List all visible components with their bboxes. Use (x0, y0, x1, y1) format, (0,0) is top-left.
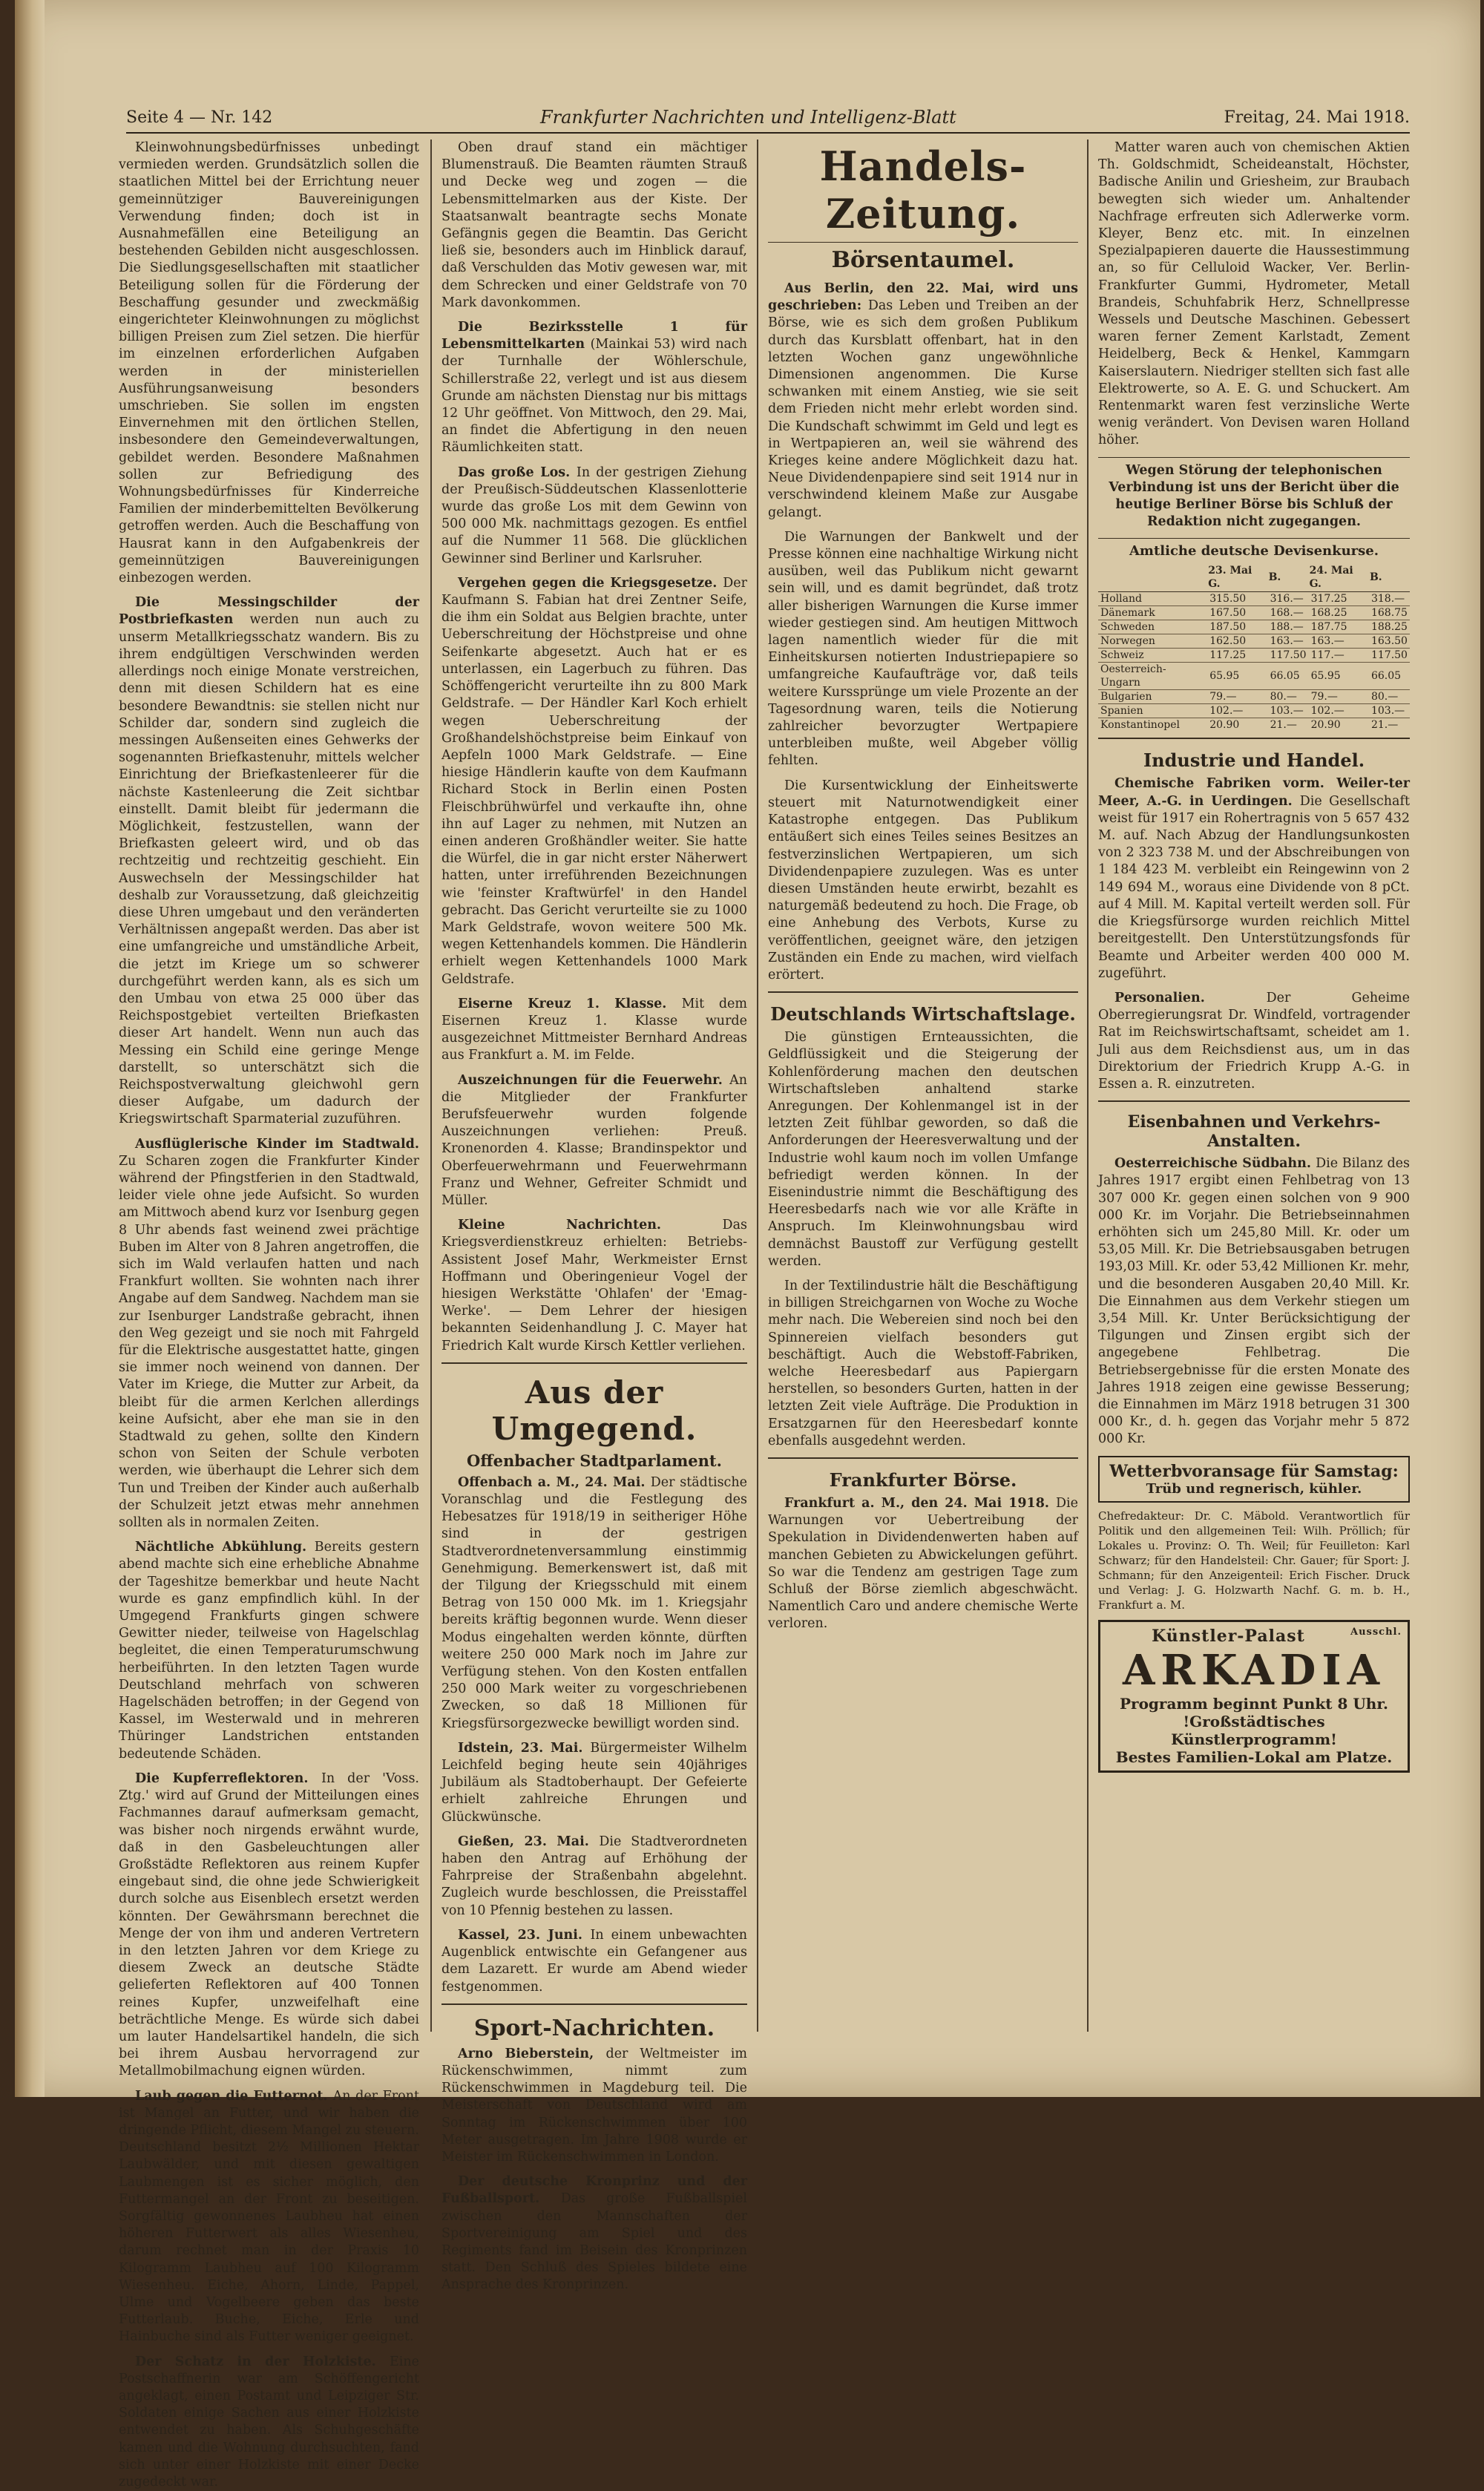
page-binding-edge (15, 0, 45, 2097)
market-report-continued: Matter waren auch von chemischen Aktien Th. Goldschmidt, Scheideanstalt, Höchster, Badische Anilin und Griesheim, zur Braubach bewegten sich wieder um. Anhaltender Nachfrage erfreuten sich Adlerwerke vorm. Kleyer, Benz etc. mit. In einzelnen Spezialpapieren dauerte die Haussestimmung an, so für Celluloid Wacker, Ver. Berlin-Frankfurter Gummi, Hydrometer, Metall Brandeis, Schuhfabrik Herz, Schnellpresse Wessels und Deutsche Maschinen. Gebessert waren ferner Zement Karlstadt, Zement Heidelberg, Beck & Henkel, Kammgarn Kaiserslautern. Niedriger stellten sich fast alle Elektrowerte, so A. E. G. und Schuckert. Am Rentenmarkt waren fest verzinsliche Werte wenig verändert. Von Devisen waren Holland höher. (1098, 140, 1410, 448)
industrie-articles (1098, 775, 1410, 1093)
article-text: (Mainkai 53) wird nach der Turnhalle der Wöhlerschule, Schillerstraße 22, verlegt und ist aus diesem Grunde am nächsten Dienstag nur bis mittags 12 Uhr geöffnet. Von Mittwoch, den 29. Mai, an findet die Abfertigung in den neuen Räumlichkeiten statt. (441, 337, 748, 456)
column-local-news (119, 140, 419, 2490)
article-title-frankfurter-boerse: Frankfurter Börse. (829, 1469, 1017, 1491)
divider (441, 1362, 747, 1364)
fx-cell: 20.90 (1309, 718, 1369, 732)
article-kicker: Laub gegen die Futternot. (135, 2088, 333, 2104)
article-text: Bereits gestern abend machte sich eine erhebliche Abnahme der Tageshitze bemerkbar und heute Nacht wurde es ganz empfindlich kühl. In der Umgegend Frankfurts gingen schwere Gewitter nieder, teilweise von Hagelschlag begleitet, die einen Temperaturumschwung herbeiführten. In den letzten Tagen wurde Deutschland mehrfach von schweren Hagelschäden betroffen; in der Gegend von Kassel, im Westerwald und in mehreren Thüringer Landstrichen entstanden bedeutende Schäden. (119, 1540, 419, 1762)
fx-cell: 80.— (1369, 690, 1410, 704)
fx-cell: 163.50 (1369, 634, 1410, 649)
fx-cell: 66.05 (1369, 663, 1410, 690)
fx-cell: Schweiz (1098, 649, 1207, 663)
ad-line: !Großstädtisches Künstlerprogramm! (1171, 1712, 1337, 1748)
fx-cell: 103.— (1369, 704, 1410, 718)
wirtschaftslage-body (768, 1029, 1078, 1450)
article-text: Das große Fußballspiel zwischen den Mannschaften der Sportvereinigung am Spiel und des Regiments fand im Beisein des Kronprinzen statt. Den Schluß des Spieles bildete eine Ansprache des Kronprinzen. (441, 2191, 748, 2293)
divider (1098, 538, 1410, 539)
fx-column-header (1098, 563, 1207, 592)
ad-header: Künstler-Palast Ausschl. (1152, 1626, 1402, 1646)
article-text: Der Geheime Oberregierungsrat Dr. Windfeld, vortragender Rat im Reichswirtschaftsamt, scheidet am 1. Juli aus dem Reichsdienst aus, um in das Direktorium der Friedrich Krupp A.-G. in Essen a. R. einzutreten. (1098, 990, 1411, 1092)
fx-cell: 168.25 (1309, 606, 1369, 620)
article-kicker: Idstein, 23. Mai. (458, 1740, 591, 1756)
divider (441, 2003, 747, 2005)
divider (768, 1457, 1078, 1459)
fx-table-title: Amtliche deutsche Devisenkurse. (1129, 543, 1379, 559)
fx-row (1098, 704, 1410, 718)
article-text: In einem unbewachten Augenblick entwischte ein Gefangener aus dem Lazarett. Er wurde am Abend wieder festgenommen. (441, 1927, 747, 1995)
fx-cell: 117.25 (1207, 649, 1267, 663)
eisenbahnen-articles (1098, 1155, 1410, 1448)
fx-cell: Bulgarien (1098, 690, 1207, 704)
fx-cell: 65.95 (1207, 663, 1267, 690)
article-paragraph (441, 140, 747, 312)
divider (1098, 738, 1410, 739)
article-title-boersentaumel: Börsentaumel. (831, 247, 1015, 273)
column-rule (430, 140, 432, 2032)
fx-cell: 117.50 (1268, 649, 1309, 663)
fx-cell: 315.50 (1207, 592, 1267, 606)
article-text: Mit dem Eisernen Kreuz 1. Klasse wurde ausgezeichnet Mittmeister Bernhard Andreas aus Frankfurt a. M. im Felde. (441, 996, 747, 1063)
fx-cell: 168.75 (1369, 606, 1410, 620)
article-paragraph (119, 594, 419, 1128)
fx-cell: 66.05 (1268, 663, 1309, 690)
local-news-continued (441, 140, 747, 1355)
divider (1098, 1100, 1410, 1102)
fx-cell: 188.— (1268, 620, 1309, 634)
article-text: der Weltmeister im Rückenschwimmen, nimmt zum Rückenschwimmen in Magdeburg teil. Die Meisterschaft von Deutschland wird am Sonntag im Rückenschwimmen über 100 Meter ausgetragen. Im Jahre 1908 wurde er Meister im Rückenschwimmen in London. (441, 2046, 747, 2165)
fx-cell: 102.— (1207, 704, 1267, 718)
article-text: Die günstigen Ernteaussichten, die Geldflüssigkeit und die Steigerung der Kohlenförderung machen den deutschen Wirtschaftsleben anhaltend starke Anregungen. Der Kohlenmangel ist in der letzten Zeit fühlbar geworden, so daß die Anforderungen der Heeresverwaltung und der Industrie wohl kaum noch im vollen Umfange befriedigt werden können. In der Eisenindustrie nimmt die Beschäftigung des Heeresbedarfs nach wie vor alle Kräfte in Anspruch. Im Kleinwohnungsbau wird demnächst Baustoff zur Verfügung gestellt werden. (768, 1030, 1078, 1269)
article-kicker: Chemische Fabriken vorm. Weiler-ter Meer, A.-G. in Uerdingen. (1098, 776, 1410, 809)
article-paragraph (768, 1495, 1078, 1633)
article-kicker: Die Bezirksstelle 1 für Lebensmittelkarten (441, 320, 747, 352)
imprint: Chefredakteur: Dr. C. Mäbold. Verantwortlich für Politik und den allgemeinen Teil: Wilh. Pröllich; für Lokales u. Provinz: O. Th. Weil; für Feuilleton: Karl Schwarz; für den Handelsteil: Chr. Gauer; für Sport: J. Schmann; für den Anzeigenteil: Erich Fischer. Druck und Verlag: J. G. Holzwarth Nachf. G. m. b. H., Frankfurt a. M. (1098, 1509, 1410, 1612)
fx-cell: 318.— (1369, 592, 1410, 606)
article-paragraph (441, 1927, 747, 1996)
weather-title: Wetterbvoransage für Samstag: (1109, 1461, 1399, 1481)
fx-cell: 188.25 (1369, 620, 1410, 634)
fx-cell: 187.75 (1309, 620, 1369, 634)
column-handels-zeitung (768, 140, 1078, 2032)
article-text: An der Front ist Mangel an Futter, und wir haben die dringende Pflicht, diesem Mangel zu steuern. Deutschland besitzt 2½ Millionen Hektar Laubwälder, und mit diesen gewaltigen Laubmengen ist es sicher möglich, den Futtermangel an der Front zu beseitigen. Sorgfältig gewonnenes Laubheu hat einen höheren Futterwert als alles Wiesenheu, darum rechnet man in der Praxis 10 Kilogramm Laubheu auf 100 Kilogramm Wiesenheu. Eiche, Ahorn, Linde, Pappel, Ulme und Vogelbeere geben das beste Futterlaub. Buche, Eiche, Erle und Hainbuche sind als Futter weniger geeignet. (119, 2088, 419, 2345)
article-text: Die Bilanz des Jahres 1917 ergibt einen Fehlbetrag von 13 307 000 Kr. gegen einen solchen von 9 900 000 Kr. im Vorjahr. Die Betriebseinnahmen erhöhten sich um 245,80 Mill. Kr. oder um 53,05 Mill. Kr. Die Betriebsausgaben betrugen 193,03 Mill. Kr. oder 53,42 Millionen Kr. mehr, und die besonderen Ausgaben 20,40 Mill. Kr. Die Einnahmen aus dem Verkehr stiegen um 3,54 Mill. Kr. Unter Berücksichtigung der Tilgungen und Zinsen ergibt sich der angegebene Fehlbetrag. Die Betriebsergebnisse für die ersten Monate des Jahres 1918 zeigen eine gewisse Besserung; die Einnahmen im März 1918 betrugen 31 300 000 Kr., d. h. gegen das Vorjahr mehr 5 872 000 Kr. (1098, 1156, 1410, 1447)
fx-cell: 79.— (1207, 690, 1267, 704)
article-kicker: Arno Bieberstein, (458, 2046, 606, 2061)
article-kicker: Personalien. (1114, 990, 1267, 1005)
article-text: Eine Postschaffnerin war am Schöffengericht angeklagt, einen Postamt und Leipziger Str. Soldaten einige Sachen aus einer Holzkiste entwendet zu haben. Als Schuhgeschäfte kamen und die Wohnung durchsuchten, fand sich unter einer Holzkiste mit einer Decke zugedeckt war. (119, 2354, 419, 2490)
article-paragraph (119, 1770, 419, 2081)
article-kicker: Offenbach a. M., 24. Mai. (458, 1474, 651, 1490)
article-paragraph (441, 1072, 747, 1210)
column-rule (1087, 140, 1089, 2032)
article-paragraph (1098, 775, 1410, 982)
fx-cell: Schweden (1098, 620, 1207, 634)
fx-cell: 168.— (1268, 606, 1309, 620)
article-text: Bürgermeister Wilhelm Leichfeld beging heute sein 40jähriges Jubiläum als Stadtoberhaupt. Der Gefeierte erhielt zahlreiche Ehrungen und Glückwünsche. (441, 1740, 747, 1825)
issue-date: Freitag, 24. Mai 1918. (1224, 108, 1410, 127)
fx-rates-table (1098, 563, 1410, 732)
fx-row (1098, 690, 1410, 704)
divider (1098, 457, 1410, 458)
fx-cell: 117.50 (1369, 649, 1410, 663)
weather-text: Trüb und regnerisch, kühler. (1146, 1480, 1362, 1497)
fx-row (1098, 592, 1410, 606)
fx-column-header: 23. Mai G. (1207, 563, 1267, 592)
article-text: Die Kursentwicklung der Einheitswerte steuert mit Naturnotwendigkeit einer Katastrophe entgegen. Das Publikum entäußert sich eines Teiles seines Besitzes an festverzinslichen Wertpapieren, um sich Dividendenpapiere zuzulegen. Was es unter diesen Umständen heute erwirbt, bezahlt es naturgemäß bedeutend zu hoch. Die Frage, ob eine Anhebung des Verbots, Kurse zu veröffentlichen, geeignet wäre, den jetzigen Zuständen ein Ende zu machen, wird vielfach erörtert. (768, 778, 1078, 982)
fx-column-header: B. (1369, 563, 1410, 592)
article-text: Kleinwohnungsbedürfnisses unbedingt vermieden werden. Grundsätzlich sollen die staatlichen Mittel bei der Errichtung neuer gemeinnütziger Bauvereinigungen Verwendung finden; doch ist in Ausnahmefällen eine Beteiligung an bestehenden Gebilden nicht ausgeschlossen. Die Siedlungsgesellschaften mit staatlicher Beteiligung sollen für die Förderung der Beschaffung gesunder und zweckmäßig eingerichteter Kleinwohnungen zu möglichst billigen Preisen zum Ziel setzen. Die hierfür im einzelnen erforderlichen Aufgaben werden in der ministeriellen Ausführungsanweisung besonders umschrieben. Sie sollen im engsten Einvernehmen mit den örtlichen Stellen, insbesondere den Gemeindeverwaltungen, gebildet werden. Besondere Maßnahmen sollen zur Befriedigung des Wohnungsbedürfnisses für Kinderreiche Familien der minderbemittelten Bevölkerung getroffen werden. Auch die Beschaffung von Hausrat kann in den Aufgabenkreis der gemeinnützigen Bauvereinigungen einbezogen werden. (119, 140, 419, 586)
article-paragraph (768, 529, 1078, 770)
fx-cell: Holland (1098, 592, 1207, 606)
article-paragraph (441, 1834, 747, 1920)
fx-cell: 21.— (1369, 718, 1410, 732)
article-paragraph (768, 280, 1078, 522)
divider (768, 991, 1078, 993)
fx-column-header: B. (1268, 563, 1309, 592)
article-paragraph (441, 575, 747, 988)
article-paragraph (441, 465, 747, 568)
fx-cell: 79.— (1309, 690, 1369, 704)
fx-cell: Dänemark (1098, 606, 1207, 620)
article-paragraph (119, 1539, 419, 1763)
article-paragraph (119, 1136, 419, 1532)
page-number: Seite 4 — Nr. 142 (126, 108, 273, 127)
column-rule (757, 140, 758, 2032)
section-title-sport: Sport-Nachrichten. (473, 2015, 715, 2041)
article-text: Die Gesellschaft weist für 1917 ein Rohertragnis von 5 657 432 M. auf. Nach Abzug der Handlungsunkosten von 2 323 738 M. und der Abschreibungen von 1 184 423 M. verbleibt ein Reingewinn von 2 149 694 M., woraus eine Dividende von 8 pCt. auf 4 Mill. M. Kapital verteilt werden soll. Für die Kriegsfürsorge wurden reichlich Mittel bereitgestellt. Den Unterstützungsfonds für Beamte und Arbeiter werden 400 000 M. zugeführt. (1098, 793, 1410, 981)
fx-cell: Oesterreich-Ungarn (1098, 663, 1207, 690)
frankfurter-boerse-body (768, 1495, 1078, 1633)
fx-row (1098, 663, 1410, 690)
telephone-notice: Wegen Störung der telephonischen Verbindung ist uns der Bericht über die heutige Berliner Börse bis Schluß der Redaktion nicht zugegangen. (1109, 462, 1399, 530)
fx-row (1098, 718, 1410, 732)
article-paragraph (119, 2354, 419, 2491)
article-paragraph (441, 2046, 747, 2166)
article-kicker: Die Kupferreflektoren. (135, 1770, 321, 1786)
article-kicker: Das große Los. (458, 465, 577, 480)
fx-cell: Konstantinopel (1098, 718, 1207, 732)
article-text: werden nun auch zu unserm Metallkriegsschatz wandern. Bis zu ihrem endgültigen Verschwinden werden allerdings noch einige Monate verstreichen, denn mit diesen Schildern hat es eine besondere Bewandtnis: sie stellen nicht nur Schilder dar, sondern sind zugleich die messingen Außenseiten eines Gehwerks der sogenannten Briefkastenuhr, mittels welcher Einrichtung der Briefkastenleerer für die nächste Kastenleerung die Zeit sichtbar einstellt. Damit bleibt für jedermann die Möglichkeit, festzustellen, wann der Briefkasten geleert wird, und ob das rechtzeitig und rechtzeitig geschieht. Ein Auswechseln der Messingschilder hat deshalb zur Voraussetzung, daß gleichzeitig diese Uhren umgebaut und den veränderten Verhältnissen angepaßt werden. Das aber ist eine umfangreiche und umständliche Arbeit, die jetzt im Kriege um so schwerer durchgeführt werden kann, als es sich um den Umbau von etwa 25 000 über das Reichspostgebiet verteilten Briefkasten dieser Art handelt. Wenn nun auch das Messing ein Schild eine geringe Menge darstellt, so unterschätzt sich die Reichspostverwaltung gleichwohl gern dieser Aufgabe, um dadurch der Kriegswirtschaft Sparmaterial zuzuführen. (119, 612, 419, 1127)
article-text: In der Textilindustrie hält die Beschäftigung in billigen Streichgarnen von Woche zu Woche mehr nach. Die Webereien sind noch bei den Spinnereien vielfach besonders gut beschäftigt. Auch die Webstoff-Fabriken, welche Heeresbedarf aus Papiergarn herstellen, so besonders Gurten, hatten in der letzten Zeit viele Aufträge. Die Produktion in Ersatzgarnen für den Heeresbedarf konnte ebenfalls ausgedehnt werden. (768, 1278, 1078, 1448)
section-title-handels-zeitung: Handels-Zeitung. (819, 142, 1027, 237)
article-paragraph (1098, 990, 1410, 1093)
article-kicker: Ausflüglerische Kinder im Stadtwald. (135, 1136, 419, 1152)
fx-cell: 163.— (1268, 634, 1309, 649)
article-kicker: Eiserne Kreuz 1. Klasse. (458, 996, 682, 1011)
ad-line: Programm beginnt Punkt 8 Uhr. (1120, 1694, 1388, 1713)
section-title-industrie: Industrie und Handel. (1143, 749, 1365, 772)
article-text: Oben drauf stand ein mächtiger Blumenstrauß. Die Beamten räumten Strauß und Decke weg und zogen — die Lebensmittelmarken aus der Kiste. Der Staatsanwalt beantragte sechs Monate Gefängnis gegen die Beamtin. Das Gericht ließ sie, besonders auch im Hinblick darauf, daß Verschulden das Motiv gewesen war, mit dem Schrecken und einer Geldstrafe von 70 Mark davonkommen. (441, 140, 747, 310)
boersentaumel-body (768, 280, 1078, 984)
article-paragraph (441, 996, 747, 1065)
article-kicker: Vergehen gegen die Kriegsgesetze. (458, 575, 723, 591)
column-local-news-2 (441, 140, 748, 2293)
article-paragraph (441, 319, 747, 457)
article-kicker: Der Schatz in der Holzkiste. (135, 2354, 390, 2369)
subsection-title: Offenbacher Stadtparlament. (467, 1451, 722, 1470)
article-text: Zu Scharen zogen die Frankfurter Kinder während der Pfingstferien in den Stadtwald, leider viele ohne jede Aufsicht. So wurden am Mittwoch abend kurz vor Isenburg gegen 8 Uhr abends fast weinend zwei prächtige Buben im Alter von 8 Jahren angetroffen, die sich im Wald verlaufen hatten und nach Frankfurt wollten. Sie wohnten nach ihrer Angabe auf dem Sandweg. Nachdem man sie zur Isenburger Landstraße gebracht, ihnen den Weg gezeigt und sie noch mit Fahrgeld für die Elektrische ausgestattet hatte, gingen sie immer noch weinend von dannen. Der Vater im Kriege, die Mutter zur Arbeit, da bleibt für die armen Kerlchen allerdings keine Aufsicht, aber ehe man sie in den Stadtwald zu gehen, sollte den Kindern schon von Seiten der Schule verboten werden, wie überhaupt die Lehrer sich dem Tun und Treiben der Kinder auch außerhalb der Schulzeit jetzt etwas mehr annehmen sollten als in normalen Zeiten. (119, 1153, 419, 1531)
article-kicker: Nächtliche Abkühlung. (135, 1540, 315, 1555)
article-paragraph (119, 140, 419, 587)
article-paragraph (1098, 1155, 1410, 1448)
article-text: Das Leben und Treiben an der Börse, wie es sich dem großen Publikum durch das Kursblatt offenbart, hat in den letzten Wochen ganz ungewöhnliche Dimensionen angenommen. Die Kurse schwanken mit einem Anstieg, wie sie seit dem Frieden nicht mehr erlebt worden sind. Die Kundschaft schwimmt im Geld und legt es in Wertpapieren an, weil sie während des Krieges keine andere Möglichkeit dazu hat. Neue Dividendenpapiere sind seit 1914 nur in verschwindend kleinem Maße zur Ausgabe gelangt. (768, 298, 1079, 520)
column-markets (1098, 140, 1410, 2032)
article-text: Der städtische Voranschlag und die Festlegung des Hebesatzes für 1918/19 in seitheriger Höhe sind in der gestrigen Stadtverordnetenversammlung einstimmig Genehmigung. Bemerkenswert ist, daß mit der Tilgung der Kriegsschuld mit einem Betrag von 150 000 Mk. im 1. Kriegsjahr bereits kräftig begonnen wurde. Wenn dieser Modus eingehalten werden könnte, dürften weitere 250 000 Mark noch im Jahre zur Verfügung stehen. Von den Kosten entfallen 250 000 Mark weiter zu vorgeschriebenen Zwecken, so daß 18 Millionen für Kriegsfürsorgezwecke bewilligt worden sind. (441, 1474, 747, 1731)
fx-row (1098, 606, 1410, 620)
article-text: Das Kriegsverdienstkreuz erhielten: Betriebs-Assistent Josef Mahr, Werkmeister Ernst Hoffmann und Oberingenieur Vogel der hiesigen Werkstätte 'Ohlafen' der 'Emag-Werke'. — Dem Lehrer der hiesigen bekannten Seidenhandlung J. C. Mayer hat Friedrich Kalt wurde Kirsch Kettler verliehen. (441, 1218, 747, 1353)
fx-cell: 80.— (1268, 690, 1309, 704)
ad-line: Bestes Familien-Lokal am Platze. (1115, 1747, 1393, 1766)
fx-cell: 103.— (1268, 704, 1309, 718)
ad-name: ARKADIA (1122, 1645, 1386, 1695)
article-kicker: Oesterreichische Südbahn. (1114, 1156, 1316, 1172)
fx-row (1098, 620, 1410, 634)
fx-cell: 21.— (1268, 718, 1309, 732)
article-kicker: Der deutsche Kronprinz und der Fußballsport. (441, 2174, 747, 2207)
article-paragraph (768, 1029, 1078, 1270)
fx-row (1098, 634, 1410, 649)
article-paragraph (768, 1278, 1078, 1450)
article-kicker: Die Messingschilder der Postbriefkasten (119, 595, 419, 628)
article-text: Der Kaufmann S. Fabian hat drei Zentner Seife, die ihm ein Soldat aus Belgien brachte, unter Ueberschreitung der Höchstpreise und ohne Seifenkarte abgesetzt. Auch hat er es unterlassen, ein Lagerbuch zu führen. Das Schöffengericht verurteilte ihn zu 800 Mark Geldstrafe. — Der Händler Karl Koch erhielt wegen Ueberschreitung der Großhandelshöchstpreise beim Einkauf von Aepfeln 1000 Mark Geldstrafe. — Eine hiesige Händlerin kaufte von dem Kaufmann Richard Stock in Berlin einen Posten Fleischbrühwürfel und verkaufte ihn, ohne ihn auf Lager zu nehmen, mit Nutzen an einen anderen Großhändler weiter. Sie hatte die Würfel, die in gar nicht erster Näherwert hatten, unter irreführenden Bezeichnungen wie 'feinster Kraftwürfel' in den Handel gebracht. Das Gericht verurteilte sie zu 1000 Mark Geldstrafe, wovon weitere 500 Mk. wegen Kettenhandels kommen. Die Händlerin erhielt wegen Kettenhandels 1000 Mark Geldstrafe. (441, 575, 747, 987)
article-text: In der 'Voss. Ztg.' wird auf Grund der Mitteilungen eines Fachmannes darauf aufmerksam gemacht, was bisher noch nirgends erwähnt wurde, daß in den Gasbeleuchtungen aller Großstädte Reflektoren aus reinem Kupfer eingebaut sind, die ohne jede Schwierigkeit durch solche aus Eisenblech ersetzt werden könnten. Der Gewährsmann berechnet die Menge der von ihm und anderen Vertretern in den letzten Jahren vor dem Kriege zu diesem Zweck an deutsche Städte gelieferten Reflektoren auf 400 Tonnen reines Kupfer, unzweifelhaft eine beträchtliche Menge. Es würde sich dabei um lauter Handelsartikel handeln, die sich bei ihrem Ausbau hervorragend zur Metallmobilmachung eignen würden. (119, 1770, 419, 2079)
sport-articles (441, 2046, 747, 2294)
article-kicker: Kleine Nachrichten. (458, 1218, 723, 1233)
fx-row (1098, 649, 1410, 663)
newspaper-title: Frankfurter Nachrichten und Intelligenz-Blatt (540, 107, 956, 128)
newspaper-page (15, 0, 1480, 2490)
fx-cell: Spanien (1098, 704, 1207, 718)
article-kicker: Kassel, 23. Juni. (458, 1927, 591, 1943)
article-kicker: Aus Berlin, den 22. Mai, wird uns geschrieben: (768, 281, 1078, 314)
section-title-umgegend: Aus der Umgegend. (491, 1374, 697, 1447)
fx-cell: 187.50 (1207, 620, 1267, 634)
article-paragraph (441, 1474, 747, 1733)
article-kicker: Frankfurt a. M., den 24. Mai 1918. (784, 1496, 1057, 1511)
article-paragraph (441, 2173, 747, 2294)
page-header (126, 102, 1410, 134)
article-text: An die Mitglieder der Frankfurter Berufsfeuerwehr wurden folgende Auszeichnungen verliehen: Preuß. Kronenorden 4. Klasse; Brandinspektor und Oberfeuerwehrmann und Feuerwehrmann Franz und Wehner, Gefreiter Schmidt und Müller. (441, 1072, 747, 1208)
ad-arkadia (1098, 1620, 1410, 1773)
article-kicker: Auszeichnungen für die Feuerwehr. (458, 1072, 730, 1088)
fx-cell: 167.50 (1207, 606, 1267, 620)
fx-table-header (1098, 563, 1410, 592)
article-paragraph (441, 1740, 747, 1826)
umgegend-articles (441, 1474, 747, 1996)
fx-cell: 117.— (1309, 649, 1369, 663)
fx-cell: 65.95 (1309, 663, 1369, 690)
weather-forecast-box (1098, 1456, 1410, 1503)
article-text: Die Warnungen der Bankwelt und der Presse können eine nachhaltige Wirkung nicht ausüben, weil das Publikum nicht gewarnt sein will, und es damit begründet, daß trotz aller bisherigen Warnungen die Kurse immer wieder gestiegen sind. Am heutigen Mittwoch lagen namentlich wieder für die mit Einheitskursen notierten Industriepapiere so umfangreiche Kaufaufträge vor, daß teils weitere Kurssprünge um viele Prozente an der Tagesordnung waren, teils die Notierung zahlreicher bevorzugter Wertpapiere unterbleiben mußte, weil Abgeber völlig fehlten. (768, 529, 1078, 769)
article-text: Die Stadtverordneten haben den Antrag auf Erhöhung der Fahrpreise der Straßenbahn abgelehnt. Zugleich wurde beschlossen, die Preisstaffel von 10 Pfennig bestehen zu lassen. (441, 1834, 747, 1918)
fx-cell: 20.90 (1207, 718, 1267, 732)
article-paragraph (441, 1217, 747, 1355)
fx-cell: 102.— (1309, 704, 1369, 718)
article-kicker: Gießen, 23. Mai. (458, 1834, 600, 1849)
article-paragraph (768, 778, 1078, 984)
section-title-eisenbahnen: Eisenbahnen und Verkehrs-Anstalten. (1127, 1112, 1381, 1152)
article-text: In der gestrigen Ziehung der Preußisch-Süddeutschen Klassenlotterie wurde das große Los mit dem Gewinn von 500 000 Mk. nachmittags gezogen. Es entfiel auf die Nummer 11 568. Die glücklichen Gewinner sind Berliner und Karlsruher. (441, 465, 747, 566)
article-text: Die Warnungen vor Uebertreibung der Spekulation in Dividendenwerten haben auf manchen Gebieten zu Abwickelungen geführt. So war die Tendenz am gestrigen Tage zum Schluß der Börse ziemlich abgeschwächt. Namentlich Caro und andere chemische Werte verloren. (768, 1496, 1078, 1632)
fx-column-header: 24. Mai G. (1309, 563, 1369, 592)
article-title-wirtschaftslage: Deutschlands Wirtschaftslage. (770, 1003, 1076, 1025)
fx-cell: 162.50 (1207, 634, 1267, 649)
fx-cell: 163.— (1309, 634, 1369, 649)
divider (768, 242, 1078, 243)
fx-cell: Norwegen (1098, 634, 1207, 649)
article-paragraph (119, 2088, 419, 2346)
fx-cell: 316.— (1268, 592, 1309, 606)
fx-cell: 317.25 (1309, 592, 1369, 606)
